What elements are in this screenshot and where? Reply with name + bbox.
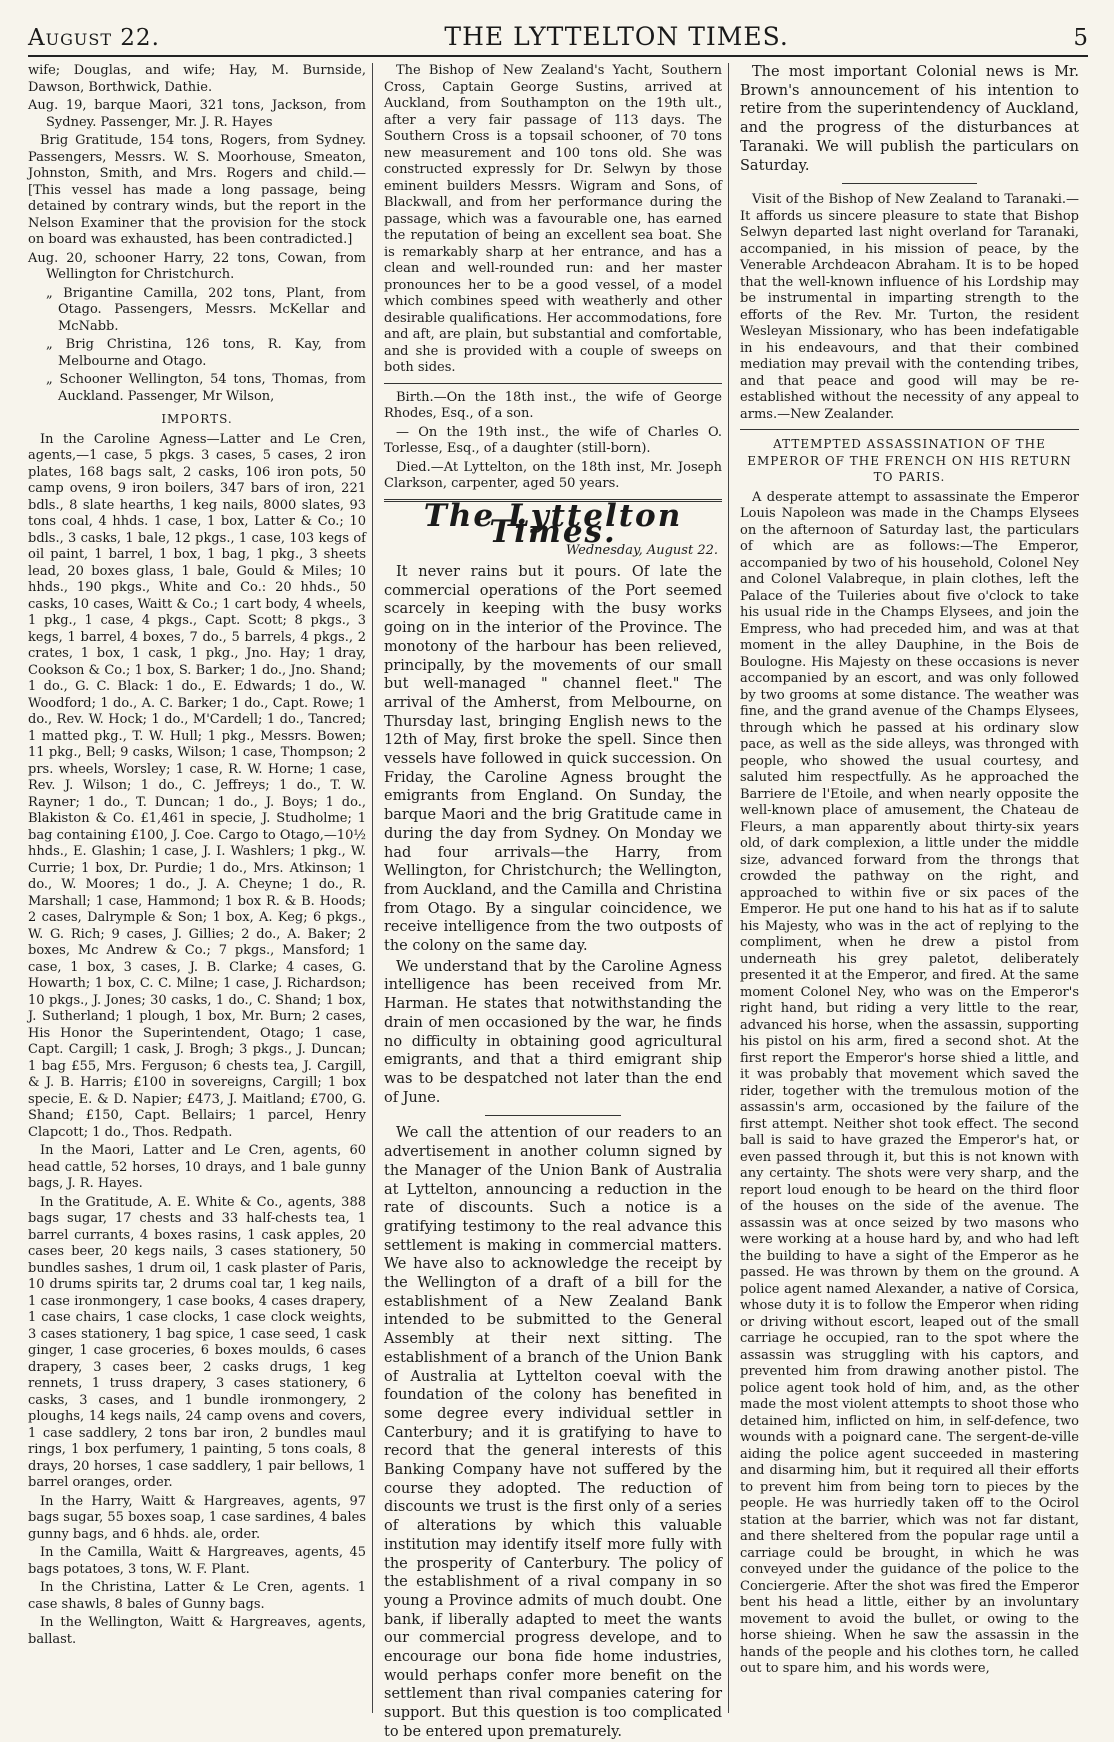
birth-notice: Birth.—On the 18th inst., the wife of George Rhodes, Esq., of a son.: [384, 389, 722, 421]
assassination-article: A desperate attempt to assassinate the Emperor Louis Napoleon was made in the Champs Elysees on the afternoon of Saturday last, the particulars of which are as follows:—The Emperor, accompanied by two of his household, Colonel Ney and Colonel Valabreque, in plain clothes, left the Palace of the Tuileries about five o'clock to take his usual ride in the Champs Elysees, and join the Empress, who had preceded him, and was at that moment in the alley Dauphine, in the Bois de Boulogne. His Majesty on these occasions is never accompanied by an escort, and was only followed by two grooms at some distance. The weather was fine, and the grand avenue of the Champs Elysees, through which he passed at his ordinary slow pace, as well as the side alleys, was thronged with people, who showed the usual courtesy, and saluted him respectfully. As he approached the Barriere de l'Etoile, and when nearly opposite the well-known place of amusement, the Chateau de Fleurs, a man apparently about thirty-six years old, of dark complexion, a little under the middle size, advanced forward from the throngs that crowded the pathway on the right, and approached to within five or six paces of the Emperor. He put one hand to his hat as if to salute his Majesty, who was in the act of replying to the compliment, when he drew a pistol from underneath his grey paletot, deliberately presented it at the Emperor, and fired. At the same moment Colonel Ney, who was on the Emperor's right hand, but riding a very little to the rear, advanced his horse, when the assassin, supporting his pistol on his arm, fired a second shot. At the first report the Emperor's horse shied a little, and it was probably that movement which saved the rider, together with the tremulous motion of the assassin's arm, occasioned by the failure of the first attempt. Neither shot took effect. The second ball is said to have grazed the Emperor's hat, or even passed through it, but this is not known with any certainty. The shots were very sharp, and the report loud enough to be heard on the third floor of the houses on the side of the avenue. The assassin was at once seized by two masons who were working at a house hard by, and who had left the building to have a sight of the Emperor as he passed. He was thrown by them on the ground. A police agent named Alexander, a native of Corsica, whose duty it is to follow the Emperor when riding or driving without escort, leaped out of the small carriage he occupied, ran to the spot where the assassin was struggling with his captors, and prevented him from drawing another pistol. The police agent took hold of him, and, as the other made the most violent attempts to shoot those who detained him, inflicted on him, in self-defence, two wounds with a poignard cane. The sergent-de-ville aiding the police agent succeeded in mastering and disarming him, but it required all their efforts to prevent him from being torn to pieces by the people. He was hurriedly taken off to the Ocirol station at the barrier, which was not far distant, and there sheltered from the popular rage until a carriage could be brought, in which he was conveyed under the guidance of the police to the Conciergerie. After the shot was fired the Emperor bent his head a little, either by an involuntary movement to avoid the bullet, or owing to the horse shieing. When he saw the assassin in the hands of the people and his clothes torn, he called out to spare him, and his words were,: [740, 489, 1079, 1677]
editorial-body: [384, 563, 722, 1742]
imports-paragraph: In the Camilla, Waitt & Hargreaves, agents, 45 bags potatoes, 3 tons, W. F. Plant.: [28, 1545, 366, 1577]
birth-notice: — On the 19th inst., the wife of Charles O. Torlesse, Esq., of a daughter (still-born).: [384, 424, 722, 456]
header-title: THE LYTTELTON TIMES.: [444, 22, 789, 51]
shipping-entry: „ Brig Christina, 126 tons, R. Kay, from Melbourne and Otago.: [46, 337, 366, 369]
shipping-paragraph: wife; Douglas, and wife; Hay, M. Burnside, Dawson, Borthwick, Dathie.: [28, 63, 366, 95]
page-header: [28, 22, 1088, 57]
shipping-entry: Aug. 19, barque Maori, 321 tons, Jackson, from Sydney. Passenger, Mr. J. R. Hayes: [28, 98, 366, 130]
shipping-entry: Brig Gratitude, 154 tons, Rogers, from Sydney. Passengers, Messrs. W. S. Moorhouse, Smeaton, Johnston, Smith, and Mrs. Rogers and child.—[This vessel has made a long passage, being detained by contrary winds, but the report in the Nelson Examiner that the provision for the stock on board was exhausted, has been contradicted.]: [28, 133, 366, 247]
shipping-entry: „ Brigantine Camilla, 202 tons, Plant, from Otago. Passengers, Messrs. McKellar and McNabb.: [46, 285, 366, 334]
divider: [740, 429, 1079, 430]
imports-paragraph: In the Maori, Latter and Le Cren, agents, 60 head cattle, 52 horses, 10 drays, and 1 bale gunny bags, J. R. Hayes.: [28, 1143, 366, 1191]
editorial-paragraph: It never rains but it pours. Of late the commercial operations of the Port seemed scarcely in keeping with the busy works going on in the interior of the Province. The monotony of the harbour has been relieved, principally, by the movements of our small but well-managed " channel fleet." The arrival of the Amherst, from Melbourne, on Thursday last, bringing English news to the 12th of May, first broke the spell. Since then vessels have followed in quick succession. On Friday, the Caroline Agness brought the emigrants from England. On Sunday, the barque Maori and the brig Gratitude came in during the day from Sydney. On Monday we had four arrivals—the Harry, from Wellington, for Christchurch; the Wellington, from Auckland, and the Camilla and Christina from Otago. By a singular coincidence, we receive intelligence from the two outposts of the colony on the same day.: [384, 564, 722, 955]
column-editorial: [384, 63, 729, 1740]
assassination-heading: ATTEMPTED ASSASSINATION OF THE EMPEROR OF THE FRENCH ON HIS RETURN TO PARIS.: [747, 437, 1072, 485]
shipping-entry: Aug. 20, schooner Harry, 22 tons, Cowan, from Wellington for Christchurch.: [28, 250, 366, 282]
columns: [28, 63, 1088, 1740]
death-notice: Died.—At Lyttelton, on the 18th inst, Mr. Joseph Clarkson, carpenter, aged 50 years.: [384, 459, 722, 491]
yacht-article: The Bishop of New Zealand's Yacht, Southern Cross, Captain George Sustins, arrived at Auckland, from Southampton on the 19th ult., after a very fair passage of 113 days. The Southern Cross is a topsail schooner, of 70 tons new measurement and 100 tons old. She was constructed expressly for Dr. Selwyn by those eminent builders Messrs. Wigram and Sons, of Blackwall, and from her performance during the passage, which was a favourable one, has earned the reputation of being an excellent sea boat. She is remarkably sharp at her entrance, and has a clean and well-rounded run: and her master pronounces her to be a good vessel, of a model which combines speed with weatherly and other desirable qualifications. Her accommodations, fore and aft, are plain, but substantial and comfortable, and she is provided with a couple of sweeps on both sides.: [384, 63, 722, 375]
imports-paragraph: In the Harry, Waitt & Hargreaves, agents, 97 bags sugar, 55 boxes soap, 1 case sardines, 4 bales gunny bags, and 6 hhds. ale, order.: [28, 1493, 366, 1542]
imports-heading: IMPORTS.: [161, 412, 233, 426]
column-shipping: [28, 63, 373, 1713]
column-news: [740, 63, 1085, 1713]
editorial-dateline: Wednesday, August 22.: [565, 542, 718, 558]
editorial-paragraph: We call the attention of our readers to an advertisement in another column signed by the Manager of the Union Bank of Australia at Lyttelton, announcing a reduction in the rate of discounts. Such a notice is a gratifying testimony to the real advance this settlement is making in commercial matters. We have also to acknowledge the receipt by the Wellington of a draft of a bill for the establishment of a New Zealand Bank intended to be submitted to the General Assembly at their next sitting. The establishment of a branch of the Union Bank of Australia at Lyttelton coeval with the foundation of the colony has benefited in some degree every individual settler in Canterbury; and it is gratifying to have to record that the general interests of this Banking Company have not suffered by the course they adopted. The reduction of discounts we trust is the first only of a series of alterations by which this valuable institution may identify itself more fully with the prosperity of Canterbury. The policy of the establishment of a rival company in so young a Province admits of much doubt. One bank, if liberally adapted to meet the wants our commercial progress develope, and to encourage our bona fide home industries, would perhaps confer more benefit on the settlement than rival companies catering for support. But this question is too complicated to be entered upon prematurely.: [384, 1125, 722, 1740]
imports-paragraph: In the Christina, Latter & Le Cren, agents. 1 case shawls, 8 bales of Gunny bags.: [28, 1580, 366, 1612]
editorial-masthead: The Lyttelton Times.: [423, 497, 683, 550]
divider: [485, 1115, 620, 1116]
colonial-news: The most important Colonial news is Mr. Brown's announcement of his intention to retire from the superintendency of Auckland, and the progress of the disturbances at Taranaki. We will publish the particulars on Saturday.: [740, 64, 1079, 174]
bishop-visit-article: Visit of the Bishop of New Zealand to Taranaki.—It affords us sincere pleasure to state that Bishop Selwyn departed last night overland for Taranaki, accompanied, in his mission of peace, by the Venerable Archdeacon Abraham. It is to be hoped that the well-known influence of his Lordship may be instrumental in imparting strength to the efforts of the Rev. Mr. Turton, the resident Wesleyan Missionary, who has been indefatigable in his endeavours, and that their combined mediation may prevail with the contending tribes, and that peace and good will may be re-established without the necessity of any appeal to arms.—New Zealander.: [740, 192, 1079, 422]
shipping-entry: „ Schooner Wellington, 54 tons, Thomas, from Auckland. Passenger, Mr Wilson,: [46, 372, 366, 404]
imports-paragraph: In the Wellington, Waitt & Hargreaves, agents, ballast.: [28, 1615, 366, 1647]
divider: [384, 383, 722, 384]
imports-paragraph: In the Caroline Agness—Latter and Le Cren, agents,—1 case, 5 pkgs. 3 cases, 5 cases, 2 iron plates, 168 bags salt, 2 casks, 106 iron pots, 50 camp ovens, 9 iron boilers, 347 bars of iron, 221 bdls., 8 slate hearths, 1 keg nails, 8000 slates, 93 tons coal, 4 hhds. 1 case, 1 box, Latter & Co.; 10 bdls., 3 casks, 1 bale, 12 pkgs., 1 case, 103 kegs of oil paint, 1 barrel, 1 box, 1 bag, 1 pkg., 3 sheets lead, 20 boxes glass, 1 bale, Gould & Miles; 10 hhds., 190 pkgs., White and Co.: 20 hhds., 50 casks, 10 cases, Waitt & Co.; 1 cart body, 4 wheels, 1 pkg., 1 case, 4 pkgs., Capt. Scott; 8 pkgs., 3 kegs, 1 barrel, 4 boxes, 7 do., 5 barrels, 4 pkgs., 2 crates, 1 box, 1 cask, 1 pkg., Jno. Hay; 1 dray, Cookson & Co.; 1 box, S. Barker; 1 do., Jno. Shand; 1 do., G. C. Black: 1 do., E. Edwards; 1 do., W. Woodford; 1 do., A. C. Barker; 1 do., Capt. Rowe; 1 do., Rev. W. Hock; 1 do., M'Cardell; 1 do., Tancred; 1 matted pkg., T. W. Hull; 1 pkg., Messrs. Bowen; 11 pkg., Bell; 9 casks, Wilson; 1 case, Thompson; 2 prs. wheels, Worsley; 1 case, R. W. Horne; 1 case, Rev. J. Wilson; 1 do., C. Jeffreys; 1 do., T. W. Rayner; 1 do., T. Duncan; 1 do., J. Boys; 1 do., Blakiston & Co. £1,461 in specie, J. Studholme; 1 bag containing £100, J. Coe. Cargo to Otago,—10½ hhds., E. Glashin; 1 case, J. I. Washlers; 1 pkg., W. Currie; 1 box, Dr. Purdie; 1 do., Mrs. Atkinson; 1 do., W. Moores; 1 do., J. A. Cheyne; 1 do., R. Marshall; 1 case, Hammond; 1 box R. & B. Hoods; 2 cases, Dalrymple & Son; 1 box, A. Keg; 6 pkgs., W. G. Rich; 9 cases, J. Gillies; 2 do., A. Baker; 2 boxes, Mc Andrew & Co.; 7 pkgs., Mansford; 1 case, 1 box, 3 cases, J. B. Clarke; 4 cases, G. Howarth; 1 box, C. C. Milne; 1 case, J. Richardson; 10 pkgs., J. Jones; 30 casks, 1 do., C. Shand; 1 box, J. Sutherland; 1 plough, 1 box, Mr. Burn; 2 cases, His Honor the Superintendent, Otago; 1 case, Capt. Cargill; 1 cask, J. Brogh; 3 pkgs., J. Duncan; 1 bag £55, Mrs. Ferguson; 6 chests tea, J. Cargill, & J. B. Harris; £100 in sovereigns, Cargill; 1 box specie, E. & D. Napier; £473, J. Maitland; £700, G. Shand; £150, Capt. Bellairs; 1 parcel, Henry Clapcott; 1 do., Thos. Redpath.: [28, 431, 366, 1140]
imports-paragraph: In the Gratitude, A. E. White & Co., agents, 388 bags sugar, 17 chests and 33 half-chests tea, 1 barrel currants, 4 boxes rasins, 1 cask apples, 20 cases beer, 20 kegs nails, 3 cases stationery, 50 bundles sashes, 1 drum oil, 1 cask plaster of Paris, 10 drums spirits tar, 2 drums coal tar, 1 keg nails, 1 case ironmongery, 1 case books, 4 cases drapery, 1 case chairs, 1 case clocks, 1 case clock weights, 3 cases stationery, 1 bag spice, 1 case seed, 1 cask ginger, 1 case groceries, 6 boxes moulds, 6 cases drapery, 3 cases beer, 2 casks drugs, 1 keg rennets, 1 truss drapery, 3 cases stationery, 6 casks, 3 cases, and 1 bundle ironmongery, 2 ploughs, 14 kegs nails, 24 camp ovens and covers, 1 case saddlery, 2 tons bar iron, 2 bundles maul rings, 1 box perfumery, 1 painting, 5 tons coals, 8 drays, 20 horses, 1 case saddlery, 1 pair bellows, 1 barrel oranges, order.: [28, 1194, 366, 1490]
header-date: August 22.: [28, 25, 160, 51]
divider: [842, 183, 978, 184]
editorial-paragraph: We understand that by the Caroline Agness intelligence has been received from Mr. Harman. He states that notwithstanding the drain of men occasioned by the war, he finds no difficulty in obtaining good agricultural emigrants, and that a third emigrant ship was to be despatched not later than the end of June.: [384, 958, 722, 1106]
page-number: 5: [1073, 25, 1088, 51]
